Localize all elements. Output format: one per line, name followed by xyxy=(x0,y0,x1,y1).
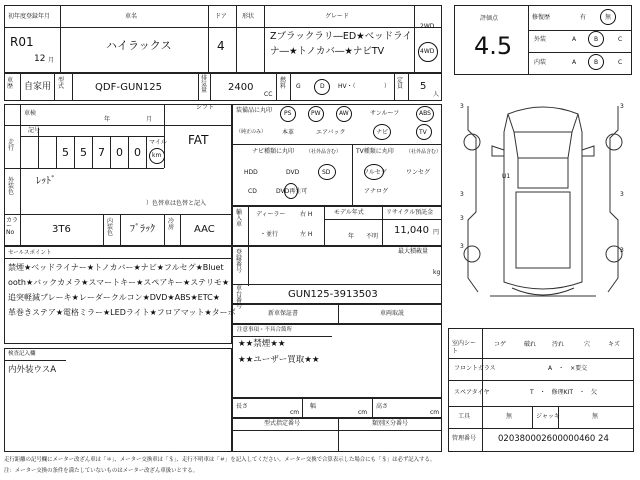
spare-label: スペアタイヤ xyxy=(454,389,490,396)
car-diagram xyxy=(454,92,632,316)
shaken-month-unit: 月 xyxy=(146,116,153,123)
repair-label: 修復歴 xyxy=(532,14,551,21)
equip-aw: AW xyxy=(339,110,349,117)
import-parallel: ・並行 xyxy=(260,231,279,238)
doors-label: ドア xyxy=(215,13,227,20)
import-label: 輸入車 xyxy=(236,209,243,228)
navi-dvd: DVD xyxy=(286,169,300,176)
notes-line-1: ★★禁煙★★ xyxy=(238,339,286,349)
max-load-label: 最大積載量 xyxy=(398,248,429,255)
manual-label: 車両取説 xyxy=(380,310,405,317)
equip-ps: PS xyxy=(284,110,292,117)
inspector-box xyxy=(4,348,232,452)
equip-airbag: エアバック xyxy=(316,129,346,136)
class-label: 類別区分番号 xyxy=(372,420,409,427)
recycle-value: 11,040 xyxy=(394,225,429,236)
equip-sunroof: サンルーフ xyxy=(370,110,400,117)
capacity: 5 xyxy=(420,81,427,92)
equip-abs: ABS xyxy=(419,110,431,117)
interior-seat-label: 室内シート xyxy=(452,340,477,355)
ext-grade-b: B xyxy=(594,36,599,43)
docs-row xyxy=(232,304,442,324)
seat-koge: コゲ xyxy=(494,341,507,348)
ext-color-label: 外装色 xyxy=(8,177,15,196)
int-grade-b: B xyxy=(594,59,599,66)
max-load-kg: kg xyxy=(433,269,441,276)
navi-sd: SD xyxy=(322,169,331,176)
diag-mark-5: 3 xyxy=(460,215,464,222)
footer-note-2: 注：メーター交換の条件を満たしていないものはメーター改ざん車扱いとする。 xyxy=(4,468,199,474)
model-year-suffix: 年 xyxy=(348,233,355,240)
int-grade-c: C xyxy=(618,59,623,66)
reg-no-label: 登録番号 xyxy=(236,249,243,274)
model-name-label: 車名 xyxy=(125,13,138,20)
odometer-label: 走行 xyxy=(8,139,15,152)
spec-row xyxy=(4,73,442,101)
footer-note-1: 走行距離の記号欄にメーター改ざん車は「＊」、メーター交換車は「＄」、走行不明車は「＃」を記入してください。メーター交換で合算表示した場合にも「＄」は必ず記入する。 xyxy=(4,457,436,463)
doors: 4 xyxy=(217,39,225,53)
windshield-value: A ・ ×要交 xyxy=(548,365,588,372)
navi-cd: CD xyxy=(248,188,257,195)
score-label: 評価点 xyxy=(480,15,499,22)
manage-label: 管理番号 xyxy=(452,435,477,442)
tv-sub: （社外品含む） xyxy=(406,149,442,155)
model-name: ハイラックス xyxy=(106,39,172,52)
length-label: 長さ xyxy=(236,403,249,410)
first-reg-month: 12 xyxy=(34,54,46,64)
import-right: 右 H xyxy=(300,211,313,218)
grade-line1: Zブラックラリ―ED★べッドライ xyxy=(270,31,412,42)
recycle-unit: 円 xyxy=(433,229,440,236)
model-year-unknown: 不明 xyxy=(366,233,379,240)
repair-yes: 有 xyxy=(580,14,587,21)
model-year-label: モデル年式 xyxy=(334,209,364,216)
usage: 自家用 xyxy=(24,82,52,92)
ac: AAC xyxy=(194,224,215,235)
equip-navi: ナビ xyxy=(376,129,389,136)
ext-color: ﾚｯﾄﾞ xyxy=(36,176,56,187)
spare-value: T ・ 修理KIT ・ 欠 xyxy=(530,389,598,396)
equipment-sub: （純正のみ） xyxy=(236,129,267,135)
grade-label: グレード xyxy=(325,13,350,20)
notes-label: 注意事項・不具合箇所 xyxy=(237,327,293,333)
tv-oneseg: ワンセグ xyxy=(406,169,431,176)
import-left: 左 H xyxy=(300,231,313,238)
diag-mark-4: 3 xyxy=(620,191,624,198)
capacity-label: 定員 xyxy=(397,77,404,90)
tv-label: TV種類に丸印 xyxy=(356,148,394,155)
navi-sub: （社外品含む） xyxy=(306,149,342,155)
equipment-box xyxy=(232,104,442,206)
drive-4wd: 4WD xyxy=(420,48,435,55)
odometer-digit-3: 5 xyxy=(80,146,87,159)
fuel-g: G xyxy=(296,83,301,90)
odometer-digit-4: 7 xyxy=(98,146,105,159)
inspector-label: 検査記入欄 xyxy=(8,351,36,357)
length-cm: cm xyxy=(290,409,300,416)
diag-mark-8: 3 xyxy=(460,243,464,250)
type-designation-label: 型式指定番号 xyxy=(264,420,301,427)
diag-mark-7: U1 xyxy=(502,173,511,180)
seat-yabure: 破れ xyxy=(524,341,537,348)
mile-label: マイル xyxy=(149,139,167,146)
navi-hdd: HDD xyxy=(244,169,258,176)
sales-line-3: 追突軽減ブレーキ★レーダークルコン★DVD★ABS★ETC★ xyxy=(8,293,220,302)
equipment-label: 装備品に丸印 xyxy=(236,107,273,114)
odometer-digit-5: 0 xyxy=(116,146,123,159)
fuel-hv: HV・（ xyxy=(338,83,356,90)
fuel-d: D xyxy=(320,83,325,90)
fuel-close: ） xyxy=(384,83,391,90)
equip-pw: PW xyxy=(311,110,321,117)
odometer-digit-6: 0 xyxy=(134,146,141,159)
first-reg-year: R01 xyxy=(10,35,34,49)
odometer-digit-2: 5 xyxy=(62,146,69,159)
first-reg-label: 初年度登録年月 xyxy=(8,13,51,20)
dimensions-row xyxy=(232,398,442,418)
seat-ana: 穴 xyxy=(584,341,591,348)
shift-label: シフト xyxy=(196,104,215,111)
grade-line2: ナ―★トノカバ―★ナビTV xyxy=(270,46,385,57)
interior-label: 内装 xyxy=(534,59,547,66)
notes-line-2: ★★ユーザー買取★★ xyxy=(238,355,320,365)
warranty-label: 新車保証書 xyxy=(268,310,299,317)
capacity-unit: 人 xyxy=(433,91,440,98)
displacement: 2400 xyxy=(228,82,254,93)
sales-line-2: ooth★バックカメラ★スマートキー★スペアキー★ステリモ★ xyxy=(8,278,230,287)
height-cm: cm xyxy=(430,409,440,416)
exterior-label: 外装 xyxy=(534,36,547,43)
color-no-label: カラーNo xyxy=(6,217,19,236)
color-no: 3T6 xyxy=(52,224,71,235)
model-code: QDF-GUN125 xyxy=(95,82,162,93)
diag-mark-3: 3 xyxy=(460,191,464,198)
drive-2wd: 2WD xyxy=(420,23,435,30)
fuel-label: 燃料 xyxy=(280,77,287,90)
cc-unit: CC xyxy=(264,91,273,98)
sales-line-4: 革巻きステア★電格ミラー★LEDライト★フロアマット★ターボ xyxy=(8,308,236,317)
windshield-label: フロントガラス xyxy=(454,365,496,372)
chassis-label: 車台番号 xyxy=(236,285,243,310)
diag-mark-2: 3 xyxy=(620,103,624,110)
tools-label: 工具 xyxy=(458,413,471,420)
seat-yogore: 汚れ xyxy=(552,341,565,348)
navi-label: ナビ種類に丸印 xyxy=(252,148,295,155)
odometer-record-label: 記号 xyxy=(28,127,41,134)
shift: FAT xyxy=(188,133,209,147)
inspector-text: 内外装ウスA xyxy=(8,365,57,375)
width-cm: cm xyxy=(358,409,368,416)
score-value: 4.5 xyxy=(474,32,513,60)
tv-analog: アナログ xyxy=(364,188,389,195)
equip-leather: 本革 xyxy=(282,129,295,136)
tv-fullseg: フルセグ xyxy=(363,169,387,176)
import-dealer: ディーラー xyxy=(256,211,286,218)
diag-mark-1: 3 xyxy=(460,103,464,110)
displacement-label: 排気量 xyxy=(201,75,208,94)
month-unit: 月 xyxy=(48,57,55,64)
int-color-label: 内装色 xyxy=(107,218,114,237)
km-label: km xyxy=(152,152,162,159)
chassis-no: GUN125-3913503 xyxy=(288,289,378,300)
seat-kizu: キズ xyxy=(608,341,620,348)
shaken-year-unit: 年 xyxy=(104,116,111,123)
height-label: 高さ xyxy=(376,403,389,410)
shaken-label: 車検 xyxy=(24,110,37,117)
sales-label: セールスポイント xyxy=(8,250,52,256)
int-grade-a: A xyxy=(572,59,577,66)
width-label: 幅 xyxy=(310,403,317,410)
usage-label: 車歴 xyxy=(7,77,14,90)
repair-no: 無 xyxy=(605,14,612,21)
tools-value: 無 xyxy=(506,413,513,420)
shape-label: 形状 xyxy=(242,13,255,20)
navi-dvdplay: DVD再生可 xyxy=(276,188,308,195)
equip-tv: TV xyxy=(419,129,427,136)
type-label: 型式 xyxy=(58,77,65,90)
diag-mark-6: 3 xyxy=(620,247,624,254)
sales-line-1: 禁煙★ベッドライナー★トノカバー★ナビ★フルセグ★Bluet xyxy=(8,263,224,272)
color-change-note: ）色替車は色替と記入 xyxy=(146,200,207,207)
jack-value: 無 xyxy=(592,413,599,420)
ext-grade-a: A xyxy=(572,36,577,43)
manage-no: 020380002600000460 24 xyxy=(498,434,609,444)
ext-grade-c: C xyxy=(618,36,623,43)
ac-label: 冷房 xyxy=(168,218,175,231)
int-color: ﾌﾞﾗｯｸ xyxy=(130,224,155,235)
recycle-label: リサイクル預託金 xyxy=(386,209,434,216)
jack-label: ジャッキ xyxy=(536,413,560,420)
